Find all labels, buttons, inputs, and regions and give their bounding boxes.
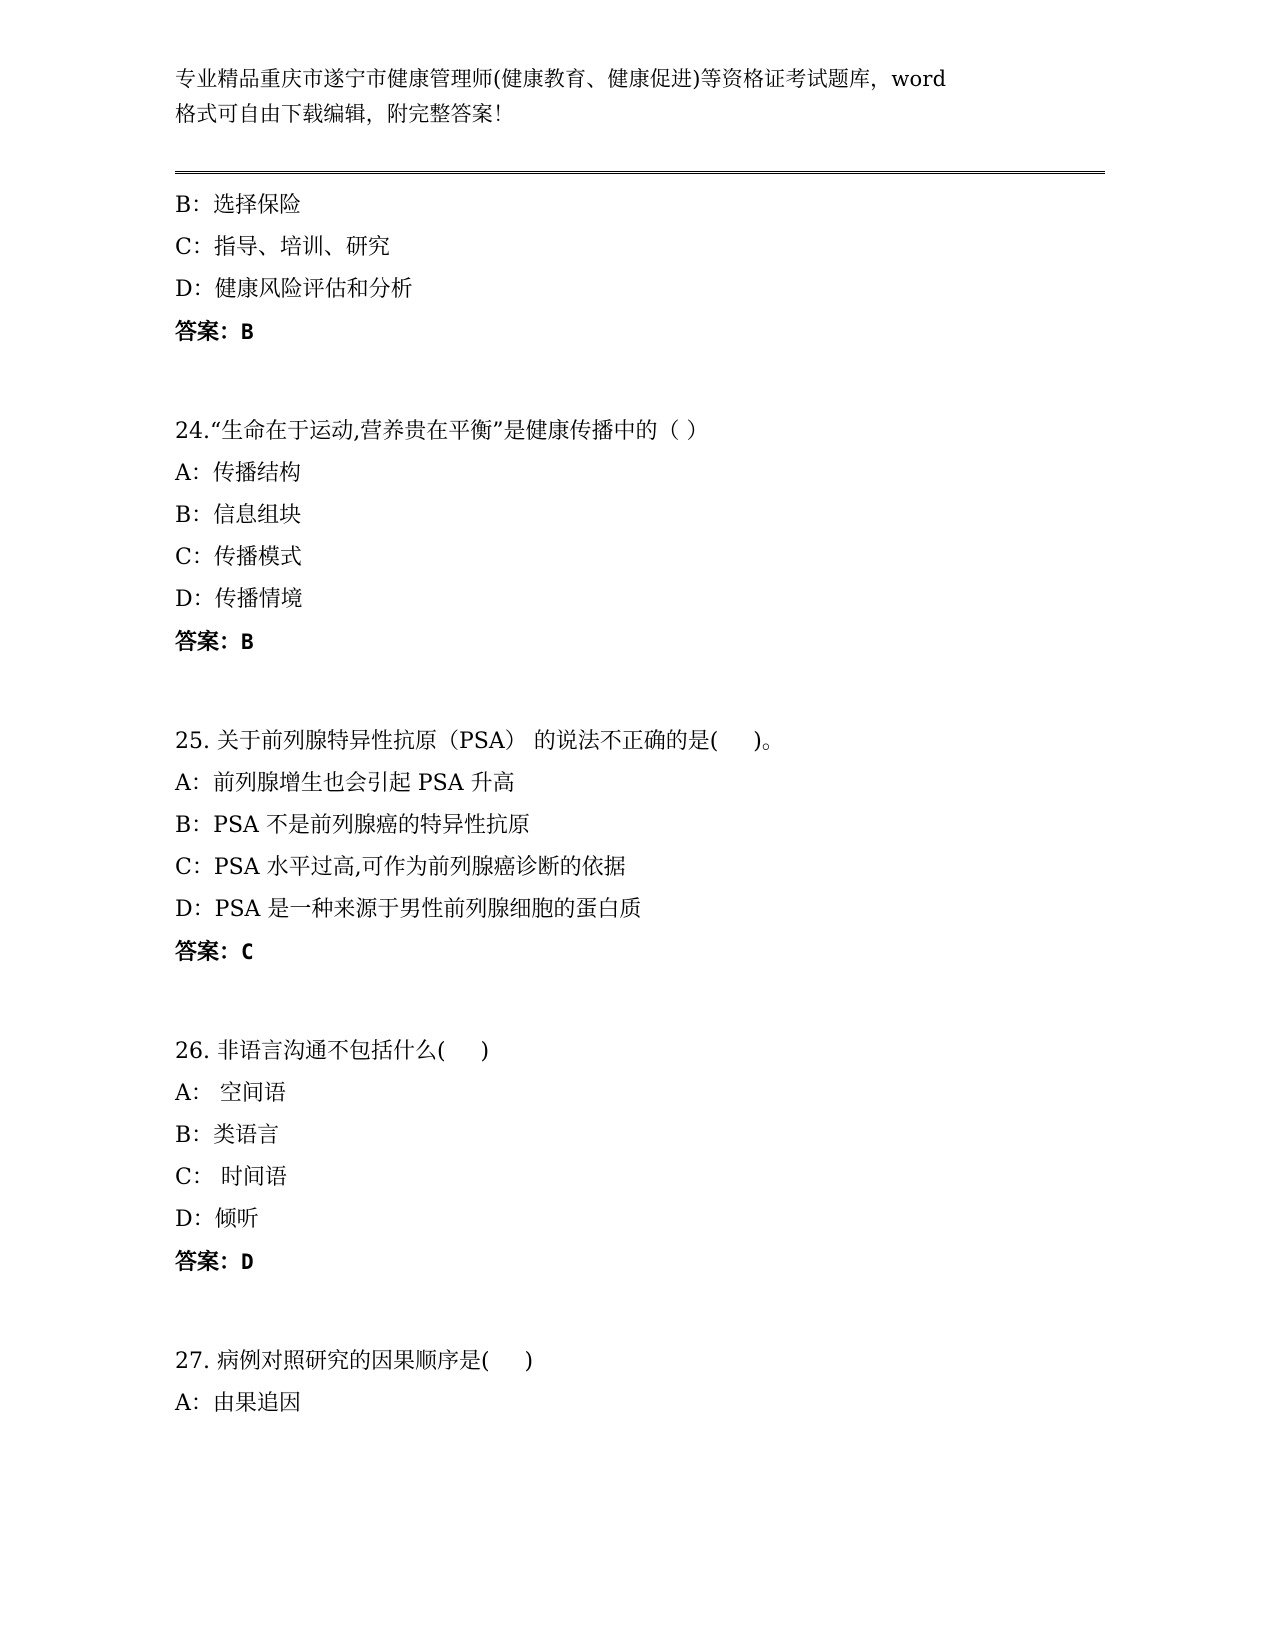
option-line: B：PSA 不是前列腺癌的特异性抗原: [175, 813, 530, 838]
answer-value: B: [241, 630, 254, 654]
option-line: D：PSA 是一种来源于男性前列腺细胞的蛋白质: [175, 897, 642, 922]
document-header: [175, 62, 1105, 132]
option-line: A：前列腺增生也会引起 PSA 升高: [175, 771, 515, 796]
answer-label: 答案：: [175, 939, 242, 965]
option-line: D：传播情境: [175, 587, 303, 612]
question-block: [175, 721, 1115, 973]
option-line: D：倾听: [175, 1207, 259, 1232]
question-text: 25. 关于前列腺特异性抗原（PSA） 的说法不正确的是( )。: [175, 729, 784, 754]
option-line: B：选择保险: [175, 193, 302, 218]
question-block: [175, 411, 1115, 663]
answer-value: C: [241, 940, 254, 964]
question-block: [175, 1341, 1115, 1425]
header-line-2: 格式可自由下载编辑，附完整答案！: [175, 102, 515, 126]
answer-label: 答案：: [175, 319, 242, 345]
question-text: 27. 病例对照研究的因果顺序是( ): [175, 1349, 534, 1374]
document-body: [175, 185, 1115, 1425]
answer-line: [175, 311, 1115, 353]
question-block: [175, 1031, 1115, 1283]
option-line: A：传播结构: [175, 461, 301, 486]
option-line: C： 时间语: [175, 1165, 287, 1190]
question-text: 24.“生命在于运动,营养贵在平衡”是健康传播中的（ ）: [175, 419, 709, 444]
header-line-1: 专业精品重庆市遂宁市健康管理师(健康教育、健康促进)等资格证考试题库，word: [175, 67, 947, 91]
option-line: A：由果追因: [175, 1391, 301, 1416]
question-block: [175, 185, 1115, 353]
answer-label: 答案：: [175, 1249, 242, 1275]
answer-line: [175, 621, 1115, 663]
option-line: B：信息组块: [175, 503, 302, 528]
answer-line: [175, 1241, 1115, 1283]
option-line: D：健康风险评估和分析: [175, 277, 413, 302]
option-line: C：PSA 水平过高,可作为前列腺癌诊断的依据: [175, 855, 626, 880]
option-line: C：传播模式: [175, 545, 302, 570]
header-divider: [175, 171, 1105, 174]
answer-line: [175, 931, 1115, 973]
option-line: B：类语言: [175, 1123, 280, 1148]
answer-value: D: [241, 1250, 254, 1274]
answer-label: 答案：: [175, 629, 242, 655]
question-text: 26. 非语言沟通不包括什么( ): [175, 1039, 490, 1064]
option-line: C：指导、培训、研究: [175, 235, 390, 260]
option-line: A： 空间语: [175, 1081, 286, 1106]
answer-value: B: [241, 320, 254, 344]
